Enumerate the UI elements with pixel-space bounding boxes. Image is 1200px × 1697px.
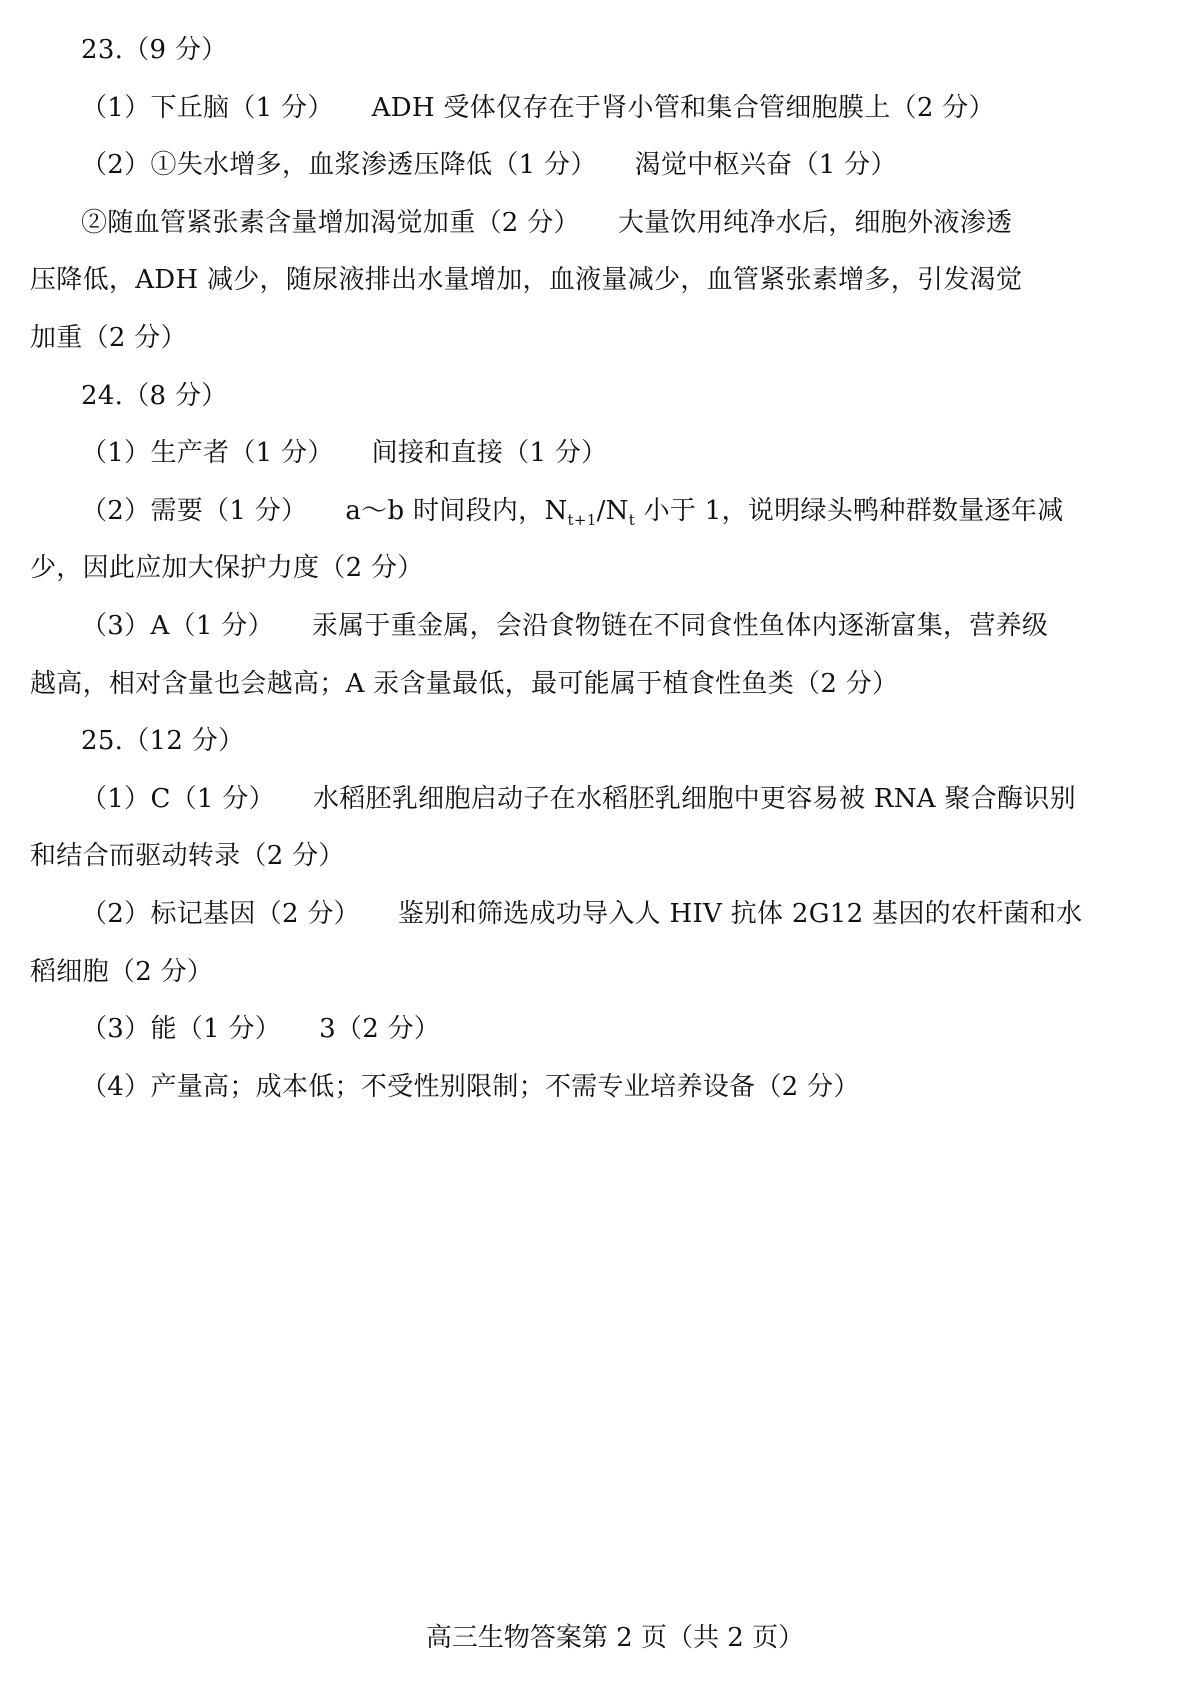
q23-heading: 23.（9 分） <box>81 35 228 65</box>
answer-content <box>30 22 1122 1116</box>
q23-part3-line2: 压降低，ADH 减少，随尿液排出水量增加，血液量减少，血管紧张素增多，引发渴觉 <box>30 265 1023 296</box>
q25-part1-line2: 和结合而驱动转录（2 分） <box>30 841 345 872</box>
q25-part1-line1: （1）C（1 分） 水稻胚乳细胞启动子在水稻胚乳细胞中更容易被 RNA 聚合酶识别 <box>81 783 1076 814</box>
q25-part2-line1: （2）标记基因（2 分） 鉴别和筛选成功导入人 HIV 抗体 2G12 基因的农杆菌和水 <box>81 898 1083 929</box>
q23-part2: （2）①失水增多，血浆渗透压降低（1 分） 渴觉中枢兴奋（1 分） <box>81 150 897 181</box>
q25-part4: （4）产量高；成本低；不受性别限制；不需专业培养设备（2 分） <box>81 1071 860 1102</box>
q23-part3-line3: 加重（2 分） <box>30 322 187 353</box>
q24-heading: 24.（8 分） <box>81 380 228 411</box>
q24-part2-line2: 少，因此应加大保护力度（2 分） <box>30 553 424 584</box>
q24-part1: （1）生产者（1 分） 间接和直接（1 分） <box>81 438 608 469</box>
q25-heading: 25.（12 分） <box>81 726 245 757</box>
q23-part1: （1）下丘脑（1 分） ADH 受体仅存在于肾小管和集合管细胞膜上（2 分） <box>81 92 995 123</box>
q24-part3-line2: 越高，相对含量也会越高；A 汞含量最低，最可能属于植食性鱼类（2 分） <box>30 668 899 699</box>
q24-part3-line1: （3）A（1 分） 汞属于重金属，会沿食物链在不同食性鱼体内逐渐富集，营养级 <box>81 610 1049 641</box>
q24-part2-line1: （2）需要（1 分） a～b 时间段内，$N_{t+1}/N_t$ 小于 1，说明绿头鸭种群数量逐年减 <box>81 495 1064 529</box>
q25-part3: （3）能（1 分） 3（2 分） <box>81 1014 441 1045</box>
page-footer: 高三生物答案第 2 页（共 2 页） <box>425 1623 805 1653</box>
q25-part2-line2: 稻细胞（2 分） <box>30 956 214 987</box>
q23-part3-line1: ②随血管紧张素含量增加渴觉加重（2 分） 大量饮用纯净水后，细胞外液渗透 <box>81 207 1013 238</box>
